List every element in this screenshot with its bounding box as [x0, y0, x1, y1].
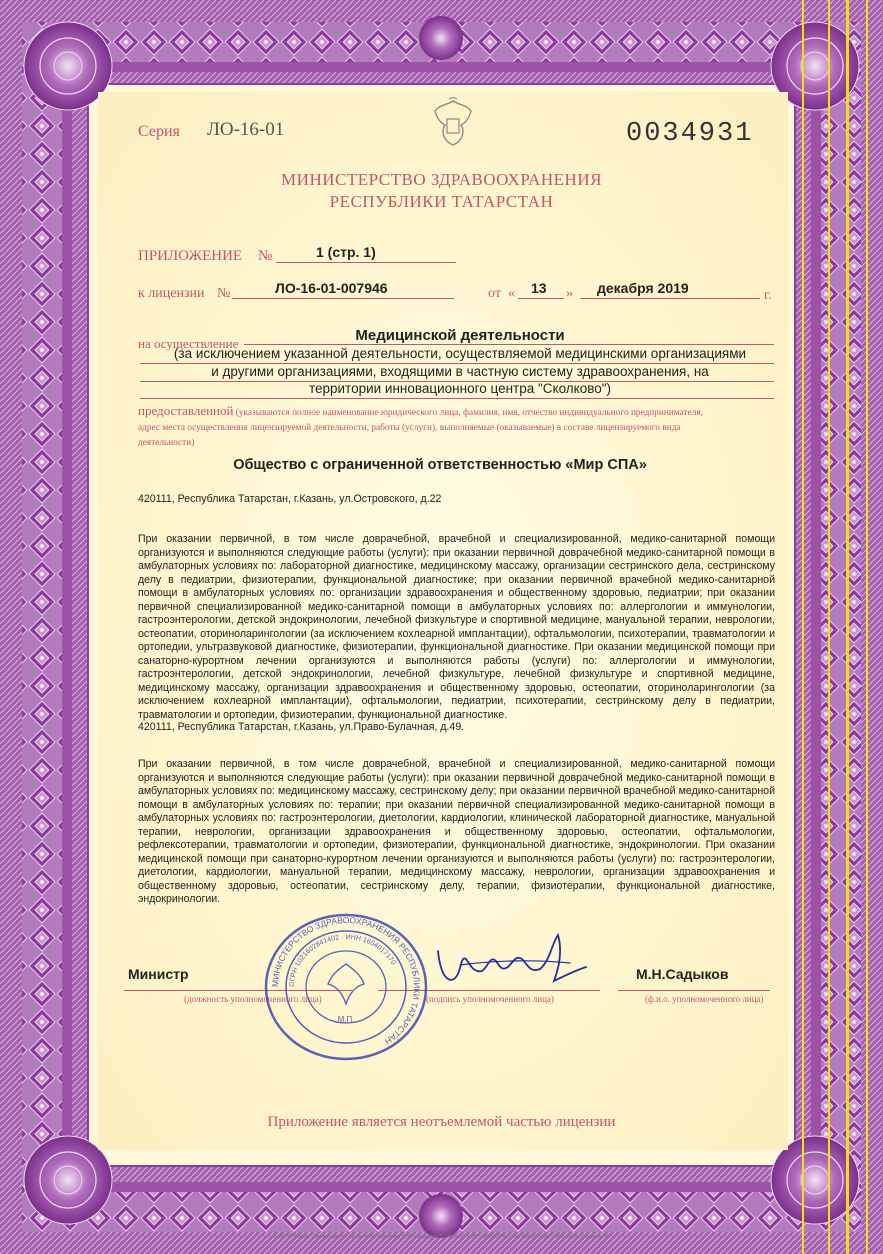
scan-artifact-line [846, 0, 849, 1254]
license-no-sign: № [217, 286, 231, 301]
activity-label: на осуществление [138, 336, 239, 351]
activity-scope-line3: территории инновационного центра "Сколково") [308, 381, 612, 396]
appendix-label: ПРИЛОЖЕНИЕ [138, 248, 243, 264]
address-2: 420111, Республика Татарстан, г.Казань, ул.Право-Булачная, д.49. [138, 721, 465, 733]
license-number-underline [232, 298, 454, 299]
date-quote-close: » [566, 286, 573, 301]
license-day: 13 [531, 280, 547, 296]
date-from-label: от [488, 286, 501, 301]
appendix-number: 1 (стр. 1) [316, 244, 376, 260]
organization-name: Общество с ограниченной ответственностью «Мир СПА» [233, 457, 647, 473]
appendix-no-sign: № [258, 248, 273, 264]
month-underline [580, 298, 760, 299]
scan-artifact-line [802, 0, 804, 1254]
svg-text:МИНИСТЕРСТВО ЗДРАВООХРАНЕНИЯ Р: МИНИСТЕРСТВО ЗДРАВООХРАНЕНИЯ РЕСПУБЛИКИ ТАТАРСТАН [269, 914, 423, 1047]
signer-position: Министр [128, 966, 189, 982]
scan-artifact-line [866, 0, 868, 1254]
services-block-1: При оказании первичной, в том числе доврачебной, врачебной и специализированной, медико-санитарной помощи организуются и выполняются следующие работы (услуги): при оказании первичной доврачебной медико-санитарной помощи в амбулаторных условиях по: лабораторной диагностике, медицинскому массажу, организации сестринского дела, сестринскому делу в педиатрии, физиотерапии, функциональной диагностике; при оказании первичной врачебной медико-санитарной помощи в амбулаторных условиях по: организации здравоохранения и общественному здоровью, педиатрии; при оказании первичной специализированной медико-санитарной помощи в амбулаторных условиях по: аллергологии и иммунологии, гастроэнтерологии, детской эндокринологии, лечебной физкультуре и спортивной медицине, мануальной терапии, неврологии, остеопатии, оториноларингологии (за исключением кохлеарной имплантации), офтальмологии, психотерапии, травматологии и ортопедии, ультразвуковой диагностике, физиотерапии, функциональной диагностике. При оказании медицинской помощи при санаторно-курортном лечении организуются и выполняются работы (услуги) по: аллергологии и иммунологии, гастроэнтерологии, детской эндокринологии, лечебной физкультуре, лечебной физкультуре и спортивной медицине, медицинскому массажу, организации здравоохранения и общественному здоровью, остеопатии, оториноларингологии (за исключением кохлеарной имплантации), офтальмологии, педиатрии, психотерапии, сестринскому делу в педиатрии, травматологии и ортопедии, физиотерапии, функциональной диагностике. [138, 533, 775, 721]
series-value: ЛО-16-01 [207, 119, 285, 140]
signature-caption: (подпись уполномоченного лица) [426, 994, 554, 1004]
provided-note [138, 403, 778, 451]
activity-scope-line2: и другими организациями, входящими в частную систему здравоохранения, на [211, 364, 709, 379]
ministry-title-line2: РЕСПУБЛИКИ ТАТАРСТАН [329, 192, 554, 211]
name-caption: (ф.и.о. уполномоченного лица) [645, 994, 764, 1004]
activity-title: Медицинской деятельности [355, 327, 565, 344]
footer-note: Приложение является неотъемлемой частью лицензии [267, 1114, 616, 1130]
signer-name: М.Н.Садыков [636, 966, 729, 982]
official-stamp [262, 912, 430, 1062]
printer-imprint: © ФГУП "Гознак" Типография № 12 им. М.Н. Заданова. СПб. Лицензия 05-05-09/19. ИНН 7808037741. Зак. 193037. Тир. 3000. 2019 г. Уровень "Б" [272, 1234, 611, 1240]
day-underline [518, 298, 564, 299]
license-number: ЛО-16-01-007946 [275, 280, 388, 296]
position-caption: (должность уполномоченного лица) [184, 994, 322, 1004]
svg-text:ОГРН 1021602841402 · ИНН 16540: ОГРН 1021602841402 · ИНН 1654017170 [288, 933, 397, 988]
activity-scope-line1: (за исключением указанной деятельности, осуществляемой медицинскими организациями [173, 346, 747, 361]
svg-text:М.П.: М.П. [337, 1015, 355, 1024]
coat-of-arms-icon [431, 97, 475, 149]
series-label: Серия [138, 123, 180, 140]
license-month-year: декабря 2019 [597, 280, 689, 296]
provided-note-line2: адрес места осуществления лицензируемой деятельности, работы (услуги), выполняемые (оказываемые) в составе лицензируемого вида [138, 423, 681, 433]
date-quote-open: « [508, 286, 515, 301]
provided-note-line1: (указываются полное наименование юридического лица, фамилия, имя, отчество индивидуального предпринимателя, [235, 408, 703, 418]
provided-word: предоставленной [138, 403, 234, 418]
ministry-title-line1: МИНИСТЕРСТВО ЗДРАВООХРАНЕНИЯ [281, 170, 602, 189]
activity-underline-1 [244, 344, 774, 345]
name-underline [618, 990, 770, 991]
address-1: 420111, Республика Татарстан, г.Казань, ул.Островского, д.22 [138, 493, 442, 505]
appendix-underline [276, 262, 456, 263]
license-label: к лицензии [138, 286, 205, 301]
activity-underline-4 [140, 398, 774, 399]
scan-artifact-line [828, 0, 830, 1254]
year-suffix: г. [764, 288, 772, 303]
form-number: 0034931 [626, 119, 754, 149]
handwritten-signature [430, 925, 590, 995]
services-block-2: При оказании первичной, в том числе доврачебной, врачебной и специализированной, медико-санитарной помощи организуются и выполняются следующие работы (услуги): при оказании первичной доврачебной медико-санитарной помощи в амбулаторных условиях по: медицинскому массажу, сестринскому делу; при оказании первичной врачебной медико-санитарной помощи в амбулаторных условиях по: терапии; при оказании первичной специализированной медико-санитарной помощи в амбулаторных условиях по: гастроэнтерологии, диетологии, кардиологии, клинической лабораторной диагностике, мануальной терапии, неврологии, организации здравоохранения и общественному здоровью, остеопатии, офтальмологии, рефлексотерапии, травматологии и ортопедии, физиотерапии, функциональной диагностике, эндокринологии. При оказании медицинской помощи при санаторно-курортном лечении организуются и выполняются работы (услуги) по: гастроэнтерологии, диетологии, кардиологии, мануальной терапии, медицинскому массажу, неврологии, организации здравоохранения и общественному здоровью, остеопатии, сестринскому делу, терапии, физиотерапии, функциональной диагностике, эндокринологии. [138, 758, 775, 905]
provided-note-line3: деятельности) [138, 438, 195, 448]
